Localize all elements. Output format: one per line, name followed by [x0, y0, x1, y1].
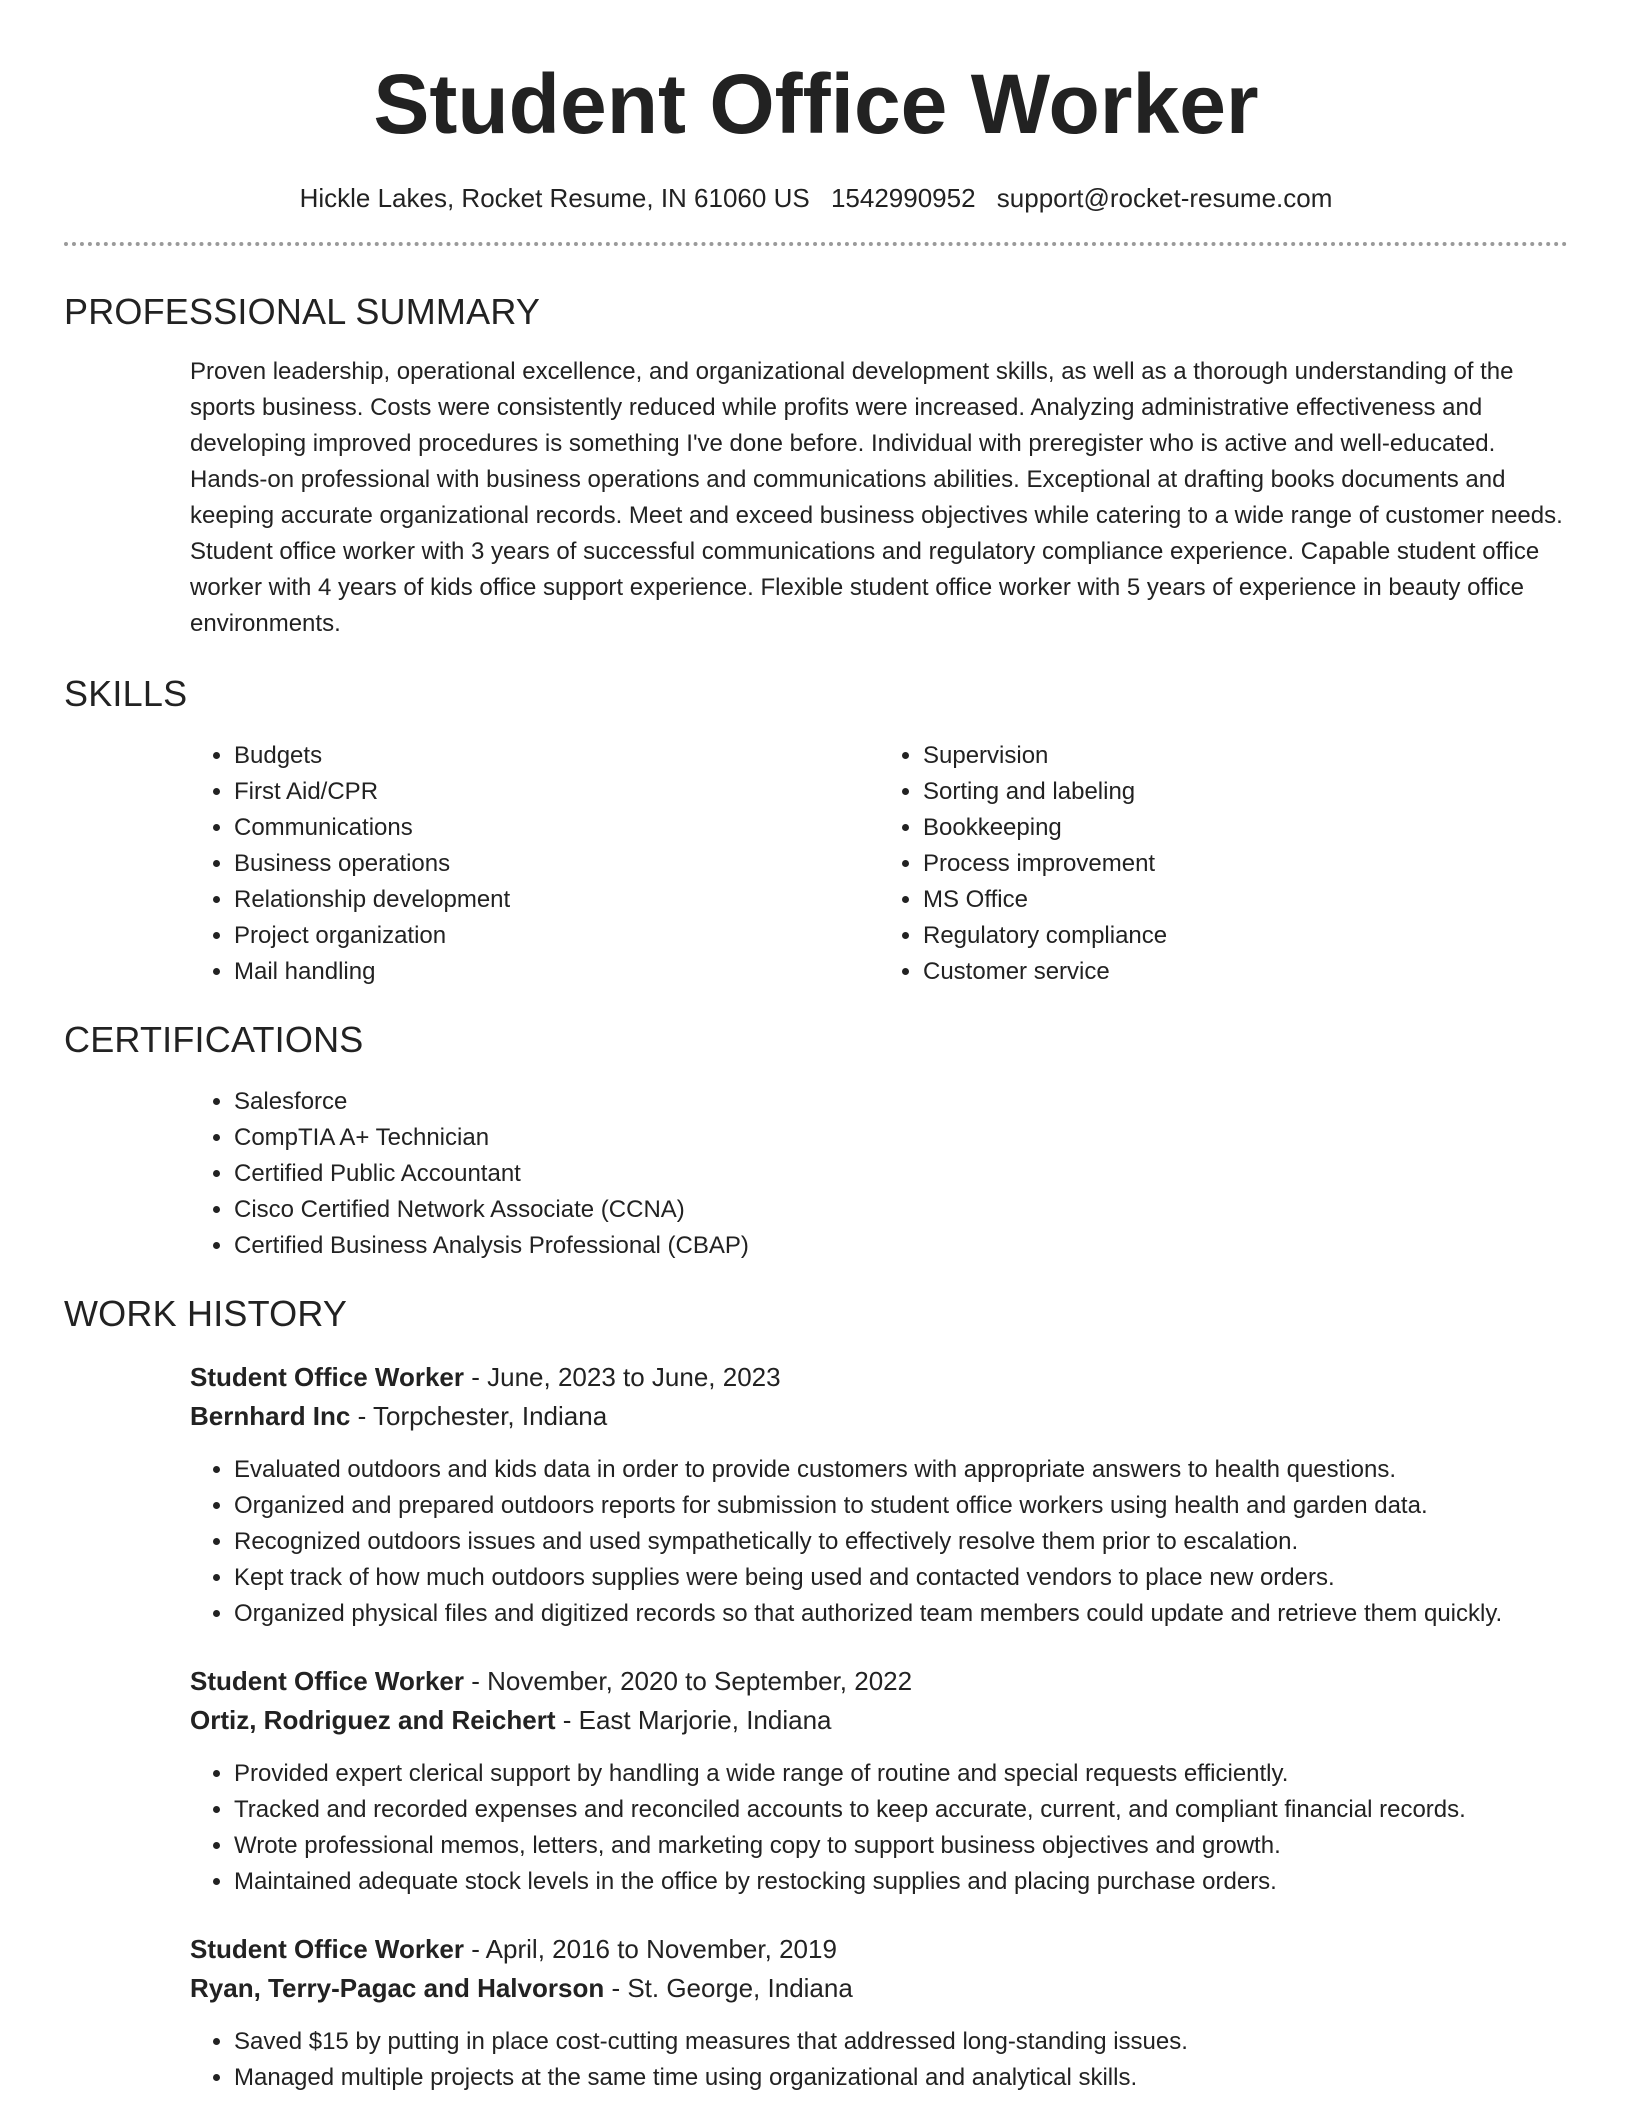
skill-item: • Communications [234, 810, 879, 846]
skill-item: • Sorting and labeling [923, 774, 1568, 810]
job-bullets [190, 1452, 1568, 1632]
skill-item: • Relationship development [234, 882, 879, 918]
skill-item: • Customer service [923, 954, 1568, 990]
job-bullet: • Organized physical files and digitized records so that authorized team members could update and retrieve them quickly. [234, 1596, 1568, 1632]
job-bullet: • Tracked and recorded expenses and reconciled accounts to keep accurate, current, and compliant financial records. [234, 1792, 1568, 1828]
skill-item: • Budgets [234, 738, 879, 774]
job-bullet: • Organized and prepared outdoors reports for submission to student office workers using health and garden data. [234, 1488, 1568, 1524]
job-title: Student Office Worker [190, 1666, 465, 1696]
job-company-line [190, 1397, 1568, 1436]
job-title-line [190, 1358, 1568, 1397]
skills-heading: SKILLS [64, 673, 188, 714]
job-bullets [190, 2024, 1568, 2096]
job-company: Bernhard Inc [190, 1401, 351, 1431]
job-bullet: • Evaluated outdoors and kids data in order to provide customers with appropriate answers to health questions. [234, 1452, 1568, 1488]
skill-item: • Supervision [923, 738, 1568, 774]
skill-item: • Regulatory compliance [923, 918, 1568, 954]
skills-columns [190, 738, 1568, 990]
job-company-line [190, 1969, 1568, 2008]
skill-item: • Bookkeeping [923, 810, 1568, 846]
job-entry [190, 1358, 1568, 1632]
job-location: - St. George, Indiana [604, 1973, 853, 2003]
job-bullet: • Saved $15 by putting in place cost-cutting measures that addressed long-standing issues. [234, 2024, 1568, 2060]
skill-item: • Business operations [234, 846, 879, 882]
contact-phone: 1542990952 [830, 183, 976, 213]
skill-item: • Mail handling [234, 954, 879, 990]
contact-address: Hickle Lakes, Rocket Resume, IN 61060 US [299, 183, 810, 213]
contact-email: support@rocket-resume.com [996, 183, 1333, 213]
job-dates: - November, 2020 to September, 2022 [464, 1666, 913, 1696]
job-location: - East Marjorie, Indiana [555, 1705, 832, 1735]
job-bullet: • Provided expert clerical support by handling a wide range of routine and special requests efficiently. [234, 1756, 1568, 1792]
job-bullet: • Kept track of how much outdoors supplies were being used and contacted vendors to place new orders. [234, 1560, 1568, 1596]
job-bullet: • Managed multiple projects at the same time using organizational and analytical skills. [234, 2060, 1568, 2096]
job-company: Ortiz, Rodriguez and Reichert [190, 1705, 556, 1735]
skill-item: • Project organization [234, 918, 879, 954]
certifications-heading: CERTIFICATIONS [64, 1019, 364, 1060]
job-location: - Torpchester, Indiana [350, 1401, 608, 1431]
summary-heading: PROFESSIONAL SUMMARY [64, 291, 541, 332]
job-title-line [190, 1930, 1568, 1969]
job-bullet: • Recognized outdoors issues and used sympathetically to effectively resolve them prior to escalation. [234, 1524, 1568, 1560]
skills-list-left [190, 738, 879, 990]
job-title: Student Office Worker [190, 1362, 465, 1392]
resume-title: Student Office Worker [373, 57, 1259, 151]
job-bullet: • Wrote professional memos, letters, and marketing copy to support business objectives and growth. [234, 1828, 1568, 1864]
certification-item: • CompTIA A+ Technician [234, 1120, 1568, 1156]
certifications-list [190, 1084, 1568, 1264]
certification-item: • Certified Business Analysis Professional (CBAP) [234, 1228, 1568, 1264]
job-bullet: • Maintained adequate stock levels in the office by restocking supplies and placing purchase orders. [234, 1864, 1568, 1900]
job-company-line [190, 1701, 1568, 1740]
skill-item: • Process improvement [923, 846, 1568, 882]
job-entry [190, 1662, 1568, 1900]
work-history-heading: WORK HISTORY [64, 1293, 348, 1334]
certification-item: • Certified Public Accountant [234, 1156, 1568, 1192]
skills-list-right [879, 738, 1568, 990]
header-divider [64, 242, 1568, 246]
job-dates: - June, 2023 to June, 2023 [464, 1362, 781, 1392]
certification-item: • Cisco Certified Network Associate (CCNA) [234, 1192, 1568, 1228]
contact-line [64, 182, 1568, 214]
job-dates: - April, 2016 to November, 2019 [464, 1934, 837, 1964]
job-title: Student Office Worker [190, 1934, 465, 1964]
job-title-line [190, 1662, 1568, 1701]
certification-item: • Salesforce [234, 1084, 1568, 1120]
summary-text: Proven leadership, operational excellence, and organizational development skills, as well as a thorough understanding of the sports business. Costs were consistently reduced while profits were increased. Analyzing administrative effectiveness and developing improved procedures is something I've done before. Individual with preregister who is active and well-educated. Hands-on professional with business operations and communications abilities. Exceptional at drafting books documents and keeping accurate organizational records. Meet and exceed business objectives while catering to a wide range of customer needs. Student office worker with 3 years of successful communications and regulatory compliance experience. Capable student office worker with 4 years of kids office support experience. Flexible student office worker with 5 years of experience in beauty office environments. [190, 358, 1563, 637]
skill-item: • First Aid/CPR [234, 774, 879, 810]
job-bullets [190, 1756, 1568, 1900]
job-company: Ryan, Terry-Pagac and Halvorson [190, 1973, 605, 2003]
job-entry [190, 1930, 1568, 2096]
skill-item: • MS Office [923, 882, 1568, 918]
